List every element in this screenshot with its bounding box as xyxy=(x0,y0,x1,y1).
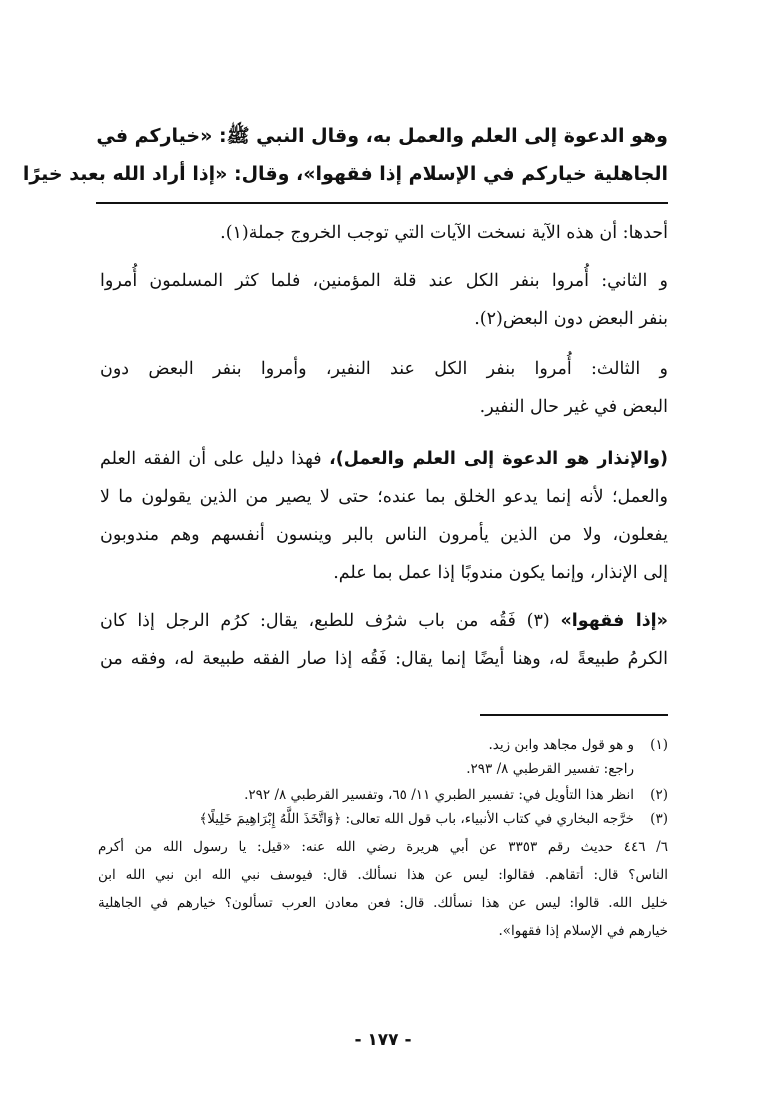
footnote-number: (٢) xyxy=(650,787,668,803)
footnote-text: انظر هذا التأويل في: تفسير الطبري ١١/ ٦٥، وتفسير القرطبي ٨/ ٢٩٢. xyxy=(244,787,634,803)
text-line: الكرمُ طبيعةً له، وهنا أيضًا إنما يقال: فَقُه إذا صار الفقه طبيعة له، وفقه من xyxy=(100,649,668,669)
footnote-text: خرَّجه البخاري في كتاب الأنبياء، باب قول الله تعالى: ﴿وَاتَّخَذَ اللَّهُ إِبْرَاهِيمَ خَلِيلًا﴾ xyxy=(199,811,634,827)
footnote-text: راجع: تفسير القرطبي ٨/ ٢٩٣. xyxy=(466,761,634,777)
text-line: و الثالث: أُمروا بنفر الكل عند النفير، وأمروا بنفر البعض دون xyxy=(100,359,668,379)
footnote-1 xyxy=(98,734,668,757)
footnote-2 xyxy=(98,784,668,807)
footnote-text: و هو قول مجاهد وابن زيد. xyxy=(488,737,634,753)
footnote-3-line-3: الناس؟ قال: أتقاهم. فقالوا: ليس عن هذا نسألك. قال: فيوسف نبي الله ابن نبي الله ابن xyxy=(98,867,668,883)
paragraph-first-opinion xyxy=(100,214,668,252)
page-number: - ١٧٧ - xyxy=(354,1030,412,1050)
text-line: يفعلون، ولا من الذين يأمرون الناس بالبر وينسون أنفسهم وهم مندوبون xyxy=(100,525,668,545)
footnote-number: (٣) xyxy=(650,811,668,827)
footnote-3-line-4: خليل الله. قالوا: ليس عن هذا نسألك. قال: فعن معادن العرب تسألون؟ خيارهم في الجاهلية xyxy=(98,895,668,911)
header-divider xyxy=(96,202,668,204)
text-line: أحدها: أن هذه الآية نسخت الآيات التي توجب الخروج جملة(١). xyxy=(220,223,668,243)
text-line xyxy=(100,440,668,478)
text-line: البعض في غير حال النفير. xyxy=(479,397,668,417)
text-line: والعمل؛ لأنه إنما يدعو الخلق بما عنده؛ حتى لا يصير من الذين يقولون ما لا xyxy=(100,487,668,507)
footnote-3-line-5: خيارهم في الإسلام إذا فقهوا». xyxy=(498,923,668,939)
paragraph-second-opinion xyxy=(100,262,668,338)
text-segment: فهذا دليل على أن الفقه العلم xyxy=(100,449,322,469)
paragraph-third-opinion xyxy=(100,350,668,426)
text-line: و الثاني: أُمروا بنفر الكل عند قلة المؤمنين، فلما كثر المسلمون أُمروا xyxy=(100,271,668,291)
text-line: بنفر البعض دون البعض(٢). xyxy=(474,309,668,329)
paragraph-faqihu-explanation xyxy=(100,602,668,678)
text-line xyxy=(100,602,668,640)
footnote-divider xyxy=(480,714,668,716)
quoted-phrase: «إذا فقهوا» xyxy=(560,611,668,631)
footnote-3-line-2: ٦/ ٤٤٦ حديث رقم ٣٣٥٣ عن أبي هريرة رضي الله عنه: «قيل: يا رسول الله من أكرم xyxy=(98,839,668,855)
quoted-text-line-2: الجاهلية خياركم في الإسلام إذا فقهوا»، وقال: «إذا أراد الله بعبد خيرًا xyxy=(22,163,668,185)
quoted-phrase: (والإنذار هو الدعوة إلى العلم والعمل)، xyxy=(329,449,668,469)
text-segment: (٣) فَقُه من باب شرُف للطبع، يقال: كرُم الرجل إذا كان xyxy=(100,611,550,631)
quoted-text-line-1: وهو الدعوة إلى العلم والعمل به، وقال النبي ﷺ: «خياركم في xyxy=(96,125,668,147)
footnote-3 xyxy=(98,808,668,831)
footnote-number: (١) xyxy=(650,737,668,753)
text-line: إلى الإنذار، وإنما يكون مندوبًا إذا عمل بما علم. xyxy=(333,563,668,583)
paragraph-warning-explanation xyxy=(100,440,668,592)
footnote-1-reference xyxy=(98,758,668,781)
